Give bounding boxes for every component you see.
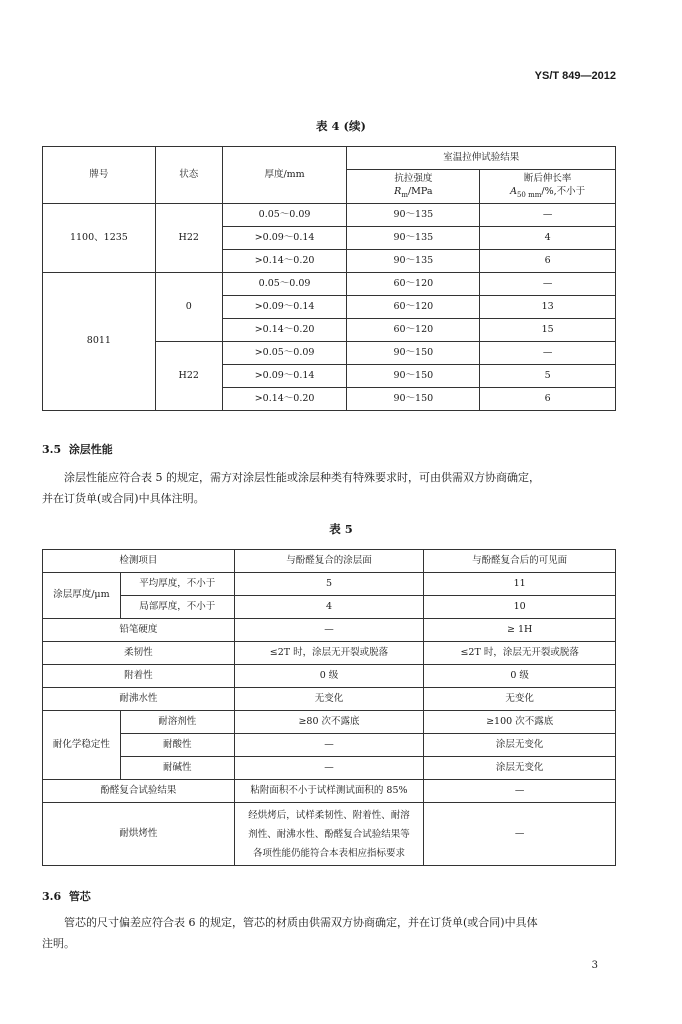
section-3-5-paragraph: 涂层性能应符合表 5 的规定，需方对涂层性能或涂层种类有特殊要求时，可由供需双方协商确定， 并在订货单(或合同)中具体注明。: [42, 471, 540, 505]
table-row: 柔韧性 ≤2T 时，涂层无开裂或脱落 ≤2T 时，涂层无开裂或脱落: [43, 642, 616, 665]
col-header-coated-face: 与酚醛复合的涂层面: [234, 550, 424, 573]
table-row: >0.09～0.14 90～150 5: [43, 365, 616, 388]
table-row: 8011 0 0.05～0.09 60～120 —: [43, 273, 616, 296]
col-header-elongation: 断后伸长率 $A_{50 mm}/\%$,不小于: [480, 170, 616, 204]
table-row: >0.14～0.20 60～120 15: [43, 319, 616, 342]
bake-requirement: 经烘烤后，试样柔韧性、附着性、耐溶 剂性、耐沸水性、酚醛复合试验结果等 各项性能仍能符合本表相应指标要求: [234, 803, 424, 866]
col-header-grade: 牌号: [43, 147, 156, 204]
table5: [42, 549, 616, 866]
grade-cell: 8011: [43, 273, 156, 411]
col-header-item: 检测项目: [43, 550, 235, 573]
table-row: 涂层厚度/μm 平均厚度，不小于 5 11: [43, 573, 616, 596]
table-row: 耐沸水性 无变化 无变化: [43, 688, 616, 711]
table-row: 耐碱性 — 涂层无变化: [43, 757, 616, 780]
table-row: 耐烘烤性 经烘烤后，试样柔韧性、附着性、耐溶 剂性、耐沸水性、酚醛复合试验结果等 各项性能仍能符合本表相应指标要求 —: [43, 803, 616, 866]
table-row: 局部厚度，不小于 4 10: [43, 596, 616, 619]
table-row: 1100、1235 H22 0.05～0.09 90～135 —: [43, 204, 616, 227]
table4-caption: 表 4 (续): [316, 119, 366, 133]
col-header-visible-face: 与酚醛复合后的可见面: [424, 550, 616, 573]
table-row: 耐化学稳定性 耐溶剂性 ≥80 次不露底 ≥100 次不露底: [43, 711, 616, 734]
table-row: 铅笔硬度 — ≥ 1H: [43, 619, 616, 642]
table-row: 附着性 0 级 0 级: [43, 665, 616, 688]
table-row: H22 >0.05～0.09 90～150 —: [43, 342, 616, 365]
table5-caption: 表 5: [329, 522, 353, 536]
temper-cell: H22: [155, 342, 222, 411]
table-row: >0.09～0.14 60～120 13: [43, 296, 616, 319]
temper-cell: H22: [155, 204, 222, 273]
col-header-temper: 状态: [155, 147, 222, 204]
standard-code: YS/T 849—2012: [534, 70, 616, 82]
table-row: 酚醛复合试验结果 粘附面积不小于试样测试面积的 85% —: [43, 780, 616, 803]
col-header-thickness: 厚度/mm: [222, 147, 347, 204]
col-header-group: 室温拉伸试验结果: [347, 147, 616, 170]
table-row: >0.14～0.20 90～135 6: [43, 250, 616, 273]
table-row: >0.09～0.14 90～135 4: [43, 227, 616, 250]
page-number: 3: [591, 960, 598, 971]
temper-cell: 0: [155, 273, 222, 342]
grade-cell: 1100、1235: [43, 204, 156, 273]
table-row: 耐酸性 — 涂层无变化: [43, 734, 616, 757]
section-3-5-heading: 3.5 涂层性能: [42, 443, 113, 456]
table-row: >0.14～0.20 90～150 6: [43, 388, 616, 411]
section-3-6-paragraph: 管芯的尺寸偏差应符合表 6 的规定，管芯的材质由供需双方协商确定，并在订货单(或合同)中具体 注明。: [42, 916, 538, 950]
col-header-strength: 抗拉强度 $R_m$/MPa: [347, 170, 480, 204]
table4: [42, 146, 616, 411]
section-3-6-heading: 3.6 管芯: [42, 890, 91, 903]
